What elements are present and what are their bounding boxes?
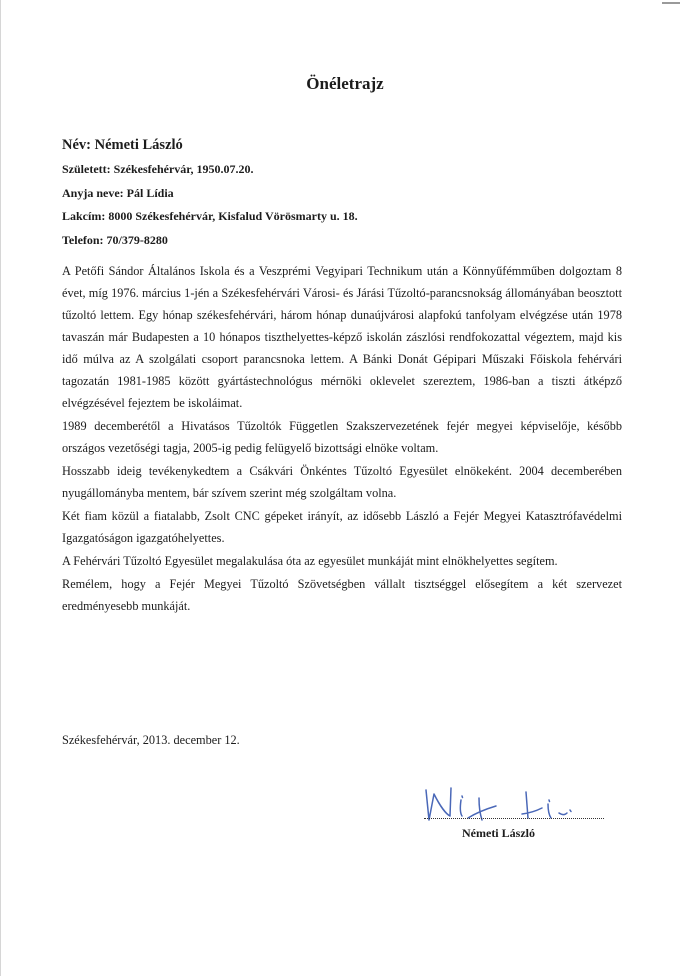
address-line: Lakcím: 8000 Székesfehérvár, Kisfalud Vörösmarty u. 18. xyxy=(62,209,358,223)
name-line: Név: Németi László xyxy=(62,137,183,153)
paragraph-union: 1989 decemberétől a Hivatásos Tűzoltók Független Szakszervezetének fejér megyei képviselője, később országos vezetőségi tagja, 2005-ig pedig felügyelő bizottsági elnöke voltam. xyxy=(62,419,622,455)
personal-info-block xyxy=(62,135,622,253)
place-and-date: Székesfehérvár, 2013. december 12. xyxy=(62,733,240,747)
mother-name-line: Anyja neve: Pál Lídia xyxy=(62,185,174,200)
handwritten-signature xyxy=(420,780,610,828)
paragraph-hope: Remélem, hogy a Fejér Megyei Tűzoltó Szövetségben vállalt tisztséggel elősegítem a két szervezet eredményesebb munkáját. xyxy=(62,577,622,613)
phone-line: Telefon: 70/379-8280 xyxy=(62,232,168,247)
signature-dotted-line xyxy=(424,818,604,819)
paragraph-family: Két fiam közül a fiatalabb, Zsolt CNC gépeket irányít, az idősebb László a Fejér Megyei Katasztrófavédelmi Igazgatóságon igazgatóhelyettes. xyxy=(62,509,622,545)
document-title: Önéletrajz xyxy=(306,74,384,93)
paragraph-csakvar: Hosszabb ideig tevékenykedtem a Csákvári Önkéntes Tűzoltó Egyesület elnökeként. 2004 decemberében nyugállományba mentem, bár szívem szerint még szolgáltam volna. xyxy=(62,464,622,500)
paragraph-association: A Fehérvári Tűzoltó Egyesület megalakulása óta az egyesület munkáját mint elnökhelyettes segítem. xyxy=(62,554,558,568)
scan-corner-mark xyxy=(662,2,680,4)
paragraph-career: A Petőfi Sándor Általános Iskola és a Veszprémi Vegyipari Technikum után a Könnyűfémműben dolgoztam 8 évet, míg 1976. március 1-jén a Székesfehérvári Városi- és Járási Tűzoltó-parancsnokság állományában beosztott tűzoltó lettem. Egy hónap székesfehérvári, három hónap dunaújvárosi alapfokú tanfolyam elvégzése után 1978 tavaszán már Budapesten a 10 hónapos tiszthelyettes-képző iskolán zászlósi rendfokozattal végeztem, majd kis idő múlva az A szolgálati csoport parancsnoka lettem. A Bánki Donát Gépipari Műszaki Főiskola fehérvári tagozatán 1981-1985 között gyártástechnológus mérnöki oklevelet szereztem, 1986-ban a tiszti átképző elvégzésével fejeztem be iskoláimat. xyxy=(62,264,622,410)
cv-body xyxy=(62,260,622,618)
birth-line: Született: Székesfehérvár, 1950.07.20. xyxy=(62,162,254,176)
signature-name: Németi László xyxy=(462,826,535,840)
